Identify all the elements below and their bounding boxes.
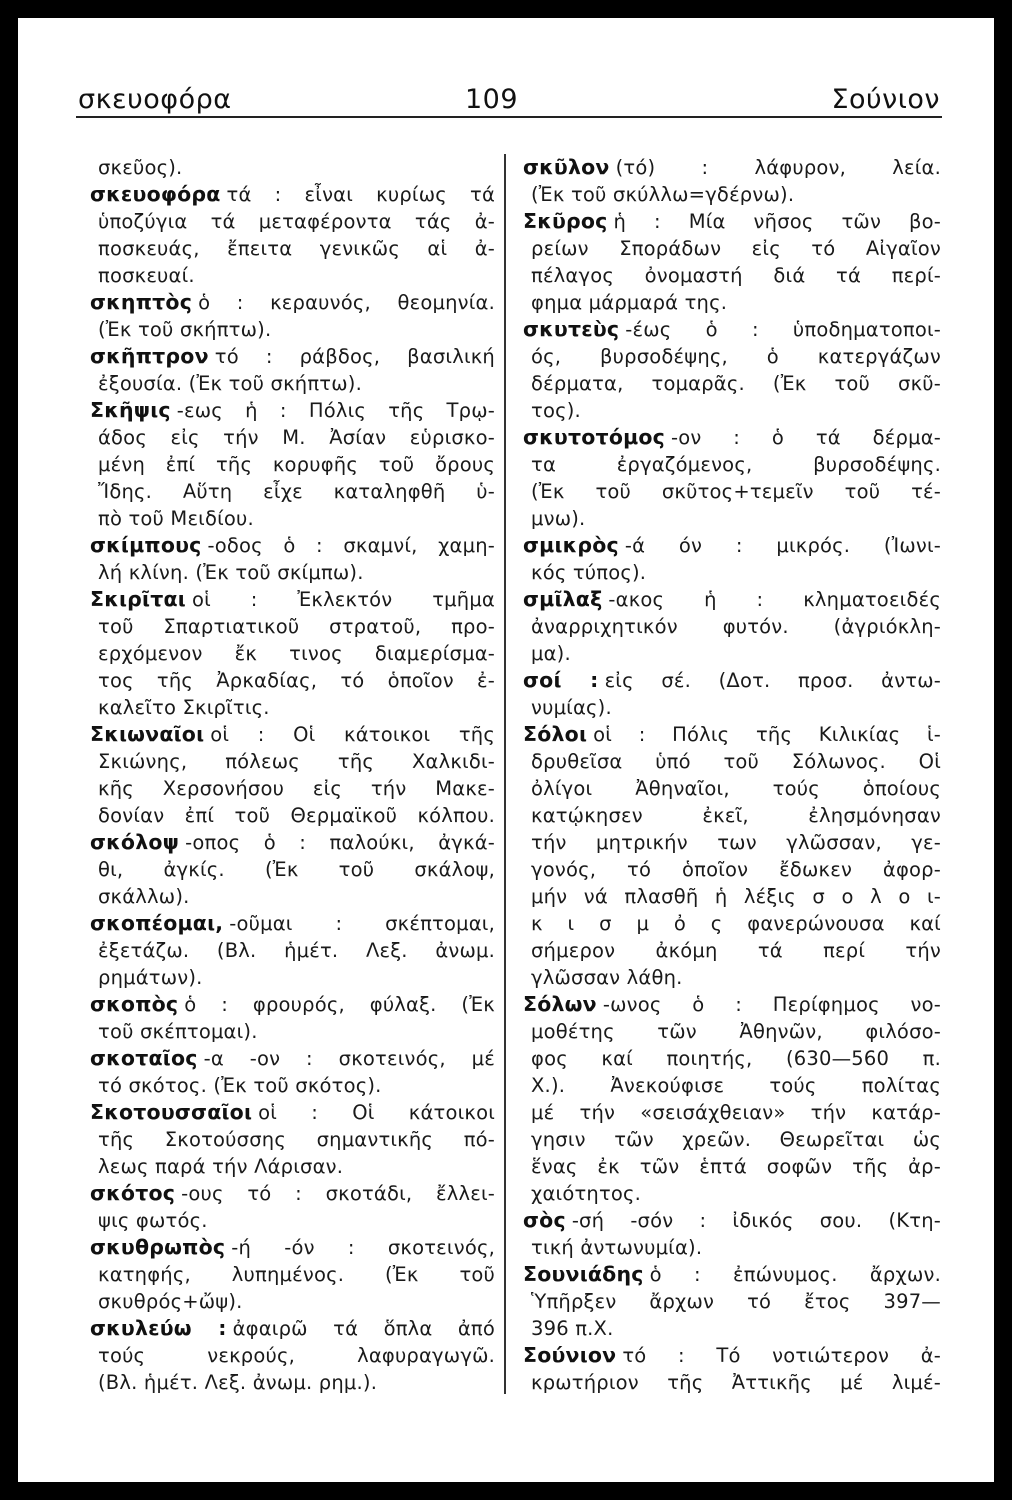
text-line — [90, 370, 495, 397]
definition-text: -ους τό : σκοτάδι, ἔλλει- — [181, 1182, 495, 1205]
definition-text: μήν νά πλασθῆ ἡ λέξις σ ο λ ο ι- — [531, 885, 941, 908]
entry-headword-line — [523, 424, 941, 451]
definition-text: οἱ : Οἱ κάτοικοι τῆς — [210, 723, 495, 746]
definition-text: ἐξετάζω. (Βλ. ἡμέτ. Λεξ. ἀνωμ. — [98, 939, 495, 962]
entry-headword-line — [90, 532, 495, 559]
headword: Σκῆψις — [90, 398, 171, 422]
entry-headword-line — [523, 667, 941, 694]
text-line — [90, 964, 495, 991]
definition-text: χαιότητος. — [531, 1182, 642, 1205]
text-line — [523, 343, 941, 370]
text-line — [523, 883, 941, 910]
definition-text: κός τύπος). — [531, 561, 647, 584]
text-line — [523, 451, 941, 478]
text-line — [90, 856, 495, 883]
headword: σκευοφόρα — [90, 182, 221, 206]
definition-text: γονός, τό ὁποῖον ἔδωκεν ἀφορ- — [531, 858, 941, 881]
entry-headword-line — [90, 1045, 495, 1072]
definition-text: Ὑπῆρξεν ἄρχων τό ἔτος 397— — [531, 1290, 941, 1313]
definition-text: -εως ἡ : Πόλις τῆς Τρῳ- — [176, 399, 495, 422]
entry-headword-line — [90, 829, 495, 856]
headword: Σκιωναῖοι — [90, 722, 205, 746]
text-line — [90, 451, 495, 478]
text-line — [523, 1018, 941, 1045]
entry-headword-line — [523, 208, 941, 235]
definition-text: (Ἐκ τοῦ σκύλλω=γδέρνω). — [531, 183, 795, 206]
text-line — [523, 478, 941, 505]
headword: σκίμπους — [90, 533, 202, 557]
text-line — [523, 1234, 941, 1261]
definition-text: ἀναρριχητικόν φυτόν. (ἀγριόκλη- — [531, 615, 941, 638]
definition-text: ἕνας ἐκ τῶν ἑπτά σοφῶν τῆς ἀρ- — [531, 1155, 941, 1178]
definition-text: δονίαν ἐπί τοῦ Θερμαϊκοῦ κόλπου. — [98, 804, 495, 827]
entry-headword-line — [523, 532, 941, 559]
definition-text: ψις φωτός. — [98, 1209, 208, 1232]
entry-headword-line — [90, 397, 495, 424]
definition-text: φος καί ποιητής, (630—560 π. — [531, 1047, 941, 1070]
headword: σκῦλον — [523, 155, 610, 179]
headword: σκυτοτόμος — [523, 425, 666, 449]
entry-headword-line — [523, 154, 941, 181]
headword: σμῖλαξ — [523, 587, 603, 611]
headword: σὸς — [523, 1208, 566, 1232]
entry-headword-line — [523, 1342, 941, 1369]
text-line — [523, 289, 941, 316]
page-number: 109 — [465, 84, 519, 115]
text-line — [523, 829, 941, 856]
text-line — [90, 1018, 495, 1045]
text-line — [523, 1369, 941, 1396]
entry-headword-line — [523, 1207, 941, 1234]
definition-text: τό σκότος. (Ἐκ τοῦ σκότος). — [98, 1074, 382, 1097]
definition-text: σκυθρός+ὤψ). — [98, 1290, 243, 1313]
text-line — [523, 1045, 941, 1072]
text-line — [523, 802, 941, 829]
definition-text: οἱ : Πόλις τῆς Κιλικίας ἱ- — [593, 723, 941, 746]
headword: Σόλοι — [523, 722, 588, 746]
text-line — [90, 613, 495, 640]
definition-text: σκάλλω). — [98, 885, 190, 908]
text-line — [523, 856, 941, 883]
definition-text: ἀφαιρῶ τά ὅπλα ἀπό — [232, 1317, 495, 1340]
right-column — [523, 154, 941, 1396]
definition-text: ρημάτων). — [98, 966, 203, 989]
text-line — [523, 559, 941, 586]
headword: σκυτεὺς — [523, 317, 620, 341]
definition-text: άδος εἰς τήν Μ. Ἀσίαν εὑρισκο- — [98, 426, 495, 449]
text-line — [523, 694, 941, 721]
text-line — [90, 1126, 495, 1153]
definition-text: τῆς Σκοτούσσης σημαντικῆς πό- — [98, 1128, 495, 1151]
text-line — [523, 235, 941, 262]
definition-text: πὸ τοῦ Μειδίου. — [98, 507, 254, 530]
headword: σκηπτὸς — [90, 290, 193, 314]
text-line — [90, 262, 495, 289]
definition-text: ρείων Σποράδων εἰς τό Αἰγαῖον — [531, 237, 941, 260]
text-line — [523, 1180, 941, 1207]
text-line — [523, 397, 941, 424]
definition-text: κατῴκησεν ἐκεῖ, ἐλησμόνησαν — [531, 804, 941, 827]
definition-text: τά : εἶναι κυρίως τά — [226, 183, 495, 206]
headword: Σόλων — [523, 992, 597, 1016]
entry-headword-line — [90, 1099, 495, 1126]
text-line — [523, 181, 941, 208]
definition-text: μα). — [531, 642, 571, 665]
definition-text: -α -ον : σκοτεινός, μέ — [203, 1047, 495, 1070]
entry-headword-line — [523, 316, 941, 343]
definition-text: (τό) : λάφυρον, λεία. — [615, 156, 941, 179]
headword: Σουνιάδης — [523, 1262, 644, 1286]
text-line — [90, 883, 495, 910]
definition-text: μένη ἐπί τῆς κορυφῆς τοῦ ὄρους — [98, 453, 495, 476]
text-line — [523, 1099, 941, 1126]
definition-text: τος τῆς Ἀρκαδίας, τό ὁποῖον ἐ- — [98, 669, 495, 692]
entry-headword-line — [90, 289, 495, 316]
entry-headword-line — [90, 1315, 495, 1342]
headword: Σκοτουσσαῖοι — [90, 1100, 253, 1124]
headword: Σκιρῖται — [90, 587, 186, 611]
definition-text: ποσκευάς, ἔπειτα γενικῶς αἱ ἀ- — [98, 237, 495, 260]
definition-text: δέρματα, τομαρᾶς. (Ἐκ τοῦ σκῦ- — [531, 372, 941, 395]
text-line — [523, 262, 941, 289]
definition-text: γησιν τῶν χρεῶν. Θεωρεῖται ὡς — [531, 1128, 941, 1151]
entry-headword-line — [523, 586, 941, 613]
text-line — [90, 316, 495, 343]
text-line — [90, 1342, 495, 1369]
headword: Σκῦρος — [523, 209, 608, 233]
entry-headword-line — [523, 991, 941, 1018]
definition-text: τοῦ Σπαρτιατικοῦ στρατοῦ, προ- — [98, 615, 495, 638]
definition-text: (Ἐκ τοῦ σκήπτω). — [98, 318, 272, 341]
definition-text: (Ἐκ τοῦ σκῦτος+τεμεῖν τοῦ τέ- — [531, 480, 941, 503]
text-line — [523, 1126, 941, 1153]
text-line — [90, 748, 495, 775]
header-first-entry: σκευοφόρα — [78, 84, 232, 115]
text-line — [90, 505, 495, 532]
definition-text: ερχόμενον ἔκ τινος διαμερίσμα- — [98, 642, 495, 665]
definition-text: -έως ὁ : ὑποδηματοποι- — [625, 318, 941, 341]
definition-text: -ωνος ὁ : Περίφημος νο- — [602, 993, 941, 1016]
headword: σμικρὸς — [523, 533, 619, 557]
definition-text: -ακος ἡ : κληματοειδές — [608, 588, 941, 611]
text-line — [523, 775, 941, 802]
text-line — [523, 505, 941, 532]
definition-text: (Βλ. ἡμέτ. Λεξ. ἀνωμ. ρημ.). — [98, 1371, 378, 1394]
text-line — [523, 910, 941, 937]
text-line — [90, 1207, 495, 1234]
text-line — [523, 613, 941, 640]
definition-text: τό : Τό νοτιώτερον ἀ- — [622, 1344, 941, 1367]
definition-text: εἰς σέ. (Δοτ. προσ. ἀντω- — [604, 669, 941, 692]
definition-text: τική ἀντωνυμία). — [531, 1236, 703, 1259]
definition-text: καλεῖτο Σκιρῖτις. — [98, 696, 270, 719]
text-line — [523, 640, 941, 667]
headword: σοί : — [523, 668, 599, 692]
text-line — [90, 235, 495, 262]
text-line — [90, 775, 495, 802]
text-line — [90, 478, 495, 505]
text-line — [90, 208, 495, 235]
definition-text: Σκιώνης, πόλεως τῆς Χαλκιδι- — [98, 750, 495, 773]
header-last-entry: Σούνιον — [831, 84, 940, 115]
entry-headword-line — [90, 721, 495, 748]
text-line — [523, 748, 941, 775]
definition-text: -οῦμαι : σκέπτομαι, — [229, 912, 495, 935]
dictionary-page — [18, 18, 994, 1482]
definition-text: ὁ : ἐπώνυμος. ἄρχων. — [649, 1263, 941, 1286]
text-line — [523, 964, 941, 991]
definition-text: ἡ : Μία νῆσος τῶν βο- — [613, 210, 941, 233]
definition-text: 396 π.Χ. — [531, 1317, 614, 1340]
definition-text: Χ.). Ἀνεκούφισε τούς πολίτας — [531, 1074, 941, 1097]
text-line — [90, 640, 495, 667]
text-line — [90, 1153, 495, 1180]
headword: σκόλοψ — [90, 830, 180, 854]
text-line — [90, 1369, 495, 1396]
text-line — [90, 1288, 495, 1315]
definition-text: τα ἐργαζόμενος, βυρσοδέψης. — [531, 453, 941, 476]
text-line — [523, 1315, 941, 1342]
text-line — [90, 559, 495, 586]
definition-text: -ά όν : μικρός. (Ἰωνι- — [624, 534, 941, 557]
definition-text: -ον : ὁ τά δέρμα- — [671, 426, 941, 449]
definition-text: πέλαγος ὀνομαστή διά τά περί- — [531, 264, 941, 287]
definition-text: -οπος ὁ : παλούκι, ἀγκά- — [185, 831, 495, 854]
headword: σκυλεύω : — [90, 1316, 227, 1340]
definition-text: -ή -όν : σκοτεινός, — [231, 1236, 495, 1259]
definition-text: λεως παρά τήν Λάρισαν. — [98, 1155, 344, 1178]
text-line — [523, 1288, 941, 1315]
headword: σκυθρωπὸς — [90, 1235, 226, 1259]
text-line — [90, 802, 495, 829]
definition-text: γλῶσσαν λάθη. — [531, 966, 683, 989]
entry-headword-line — [90, 910, 495, 937]
definition-text: δρυθεῖσα ὑπό τοῦ Σόλωνος. Οἱ — [531, 750, 941, 773]
definition-text: ὁ : κεραυνός, θεομηνία. — [198, 291, 495, 314]
definition-text: οἱ : Οἱ κάτοικοι — [258, 1101, 495, 1124]
text-line — [90, 1072, 495, 1099]
definition-text: κρωτήριον τῆς Ἀττικῆς μέ λιμέ- — [531, 1371, 941, 1394]
definition-text: μνω). — [531, 507, 586, 530]
definition-text: κ ι σ μ ὀ ς φανερώνουσα καί — [531, 912, 941, 935]
text-line — [523, 1072, 941, 1099]
entry-headword-line — [90, 586, 495, 613]
definition-text: ός, βυρσοδέψης, ὁ κατεργάζων — [531, 345, 941, 368]
definition-text: οἱ : Ἐκλεκτόν τμῆμα — [191, 588, 495, 611]
definition-text: σήμερον ἀκόμη τά περί τήν — [531, 939, 941, 962]
text-line — [90, 1261, 495, 1288]
definition-text: ποσκευαί. — [98, 264, 195, 287]
left-column — [90, 154, 495, 1396]
definition-text: ὑποζύγια τά μεταφέροντα τάς ἀ- — [98, 210, 495, 233]
entry-headword-line — [90, 1180, 495, 1207]
headword: σκοπέομαι, — [90, 911, 224, 935]
definition-text: κῆς Χερσονήσου εἰς τήν Μακε- — [98, 777, 495, 800]
entry-headword-line — [90, 1234, 495, 1261]
text-line — [90, 424, 495, 451]
definition-text: θι, ἀγκίς. (Ἐκ τοῦ σκάλοψ, — [98, 858, 495, 881]
text-line — [90, 667, 495, 694]
text-line — [90, 154, 495, 181]
headword: σκῆπτρον — [90, 344, 209, 368]
definition-text: τήν μητρικήν των γλῶσσαν, γε- — [531, 831, 941, 854]
entry-headword-line — [90, 343, 495, 370]
header-rule — [76, 116, 942, 118]
headword: σκοταῖος — [90, 1046, 198, 1070]
definition-text: τος). — [531, 399, 581, 422]
entry-headword-line — [90, 181, 495, 208]
definition-text: κατηφής, λυπημένος. (Ἐκ τοῦ — [98, 1263, 495, 1286]
definition-text: ἐξουσία. (Ἐκ τοῦ σκήπτω). — [98, 372, 362, 395]
definition-text: μοθέτης τῶν Ἀθηνῶν, φιλόσο- — [531, 1020, 941, 1043]
headword: σκότος — [90, 1181, 176, 1205]
entry-headword-line — [90, 991, 495, 1018]
definition-text: σκεῦος). — [98, 156, 183, 179]
definition-text: -σή -σόν : ἰδικός σου. (Κτη- — [571, 1209, 941, 1232]
column-divider — [504, 154, 506, 1394]
definition-text: τοῦ σκέπτομαι). — [98, 1020, 258, 1043]
definition-text: λή κλίνη. (Ἐκ τοῦ σκίμπω). — [98, 561, 364, 584]
definition-text: ὁ : φρουρός, φύλαξ. (Ἐκ — [184, 993, 495, 1016]
text-line — [523, 937, 941, 964]
text-line — [90, 937, 495, 964]
definition-text: μέ τήν «σεισάχθειαν» τήν κατάρ- — [531, 1101, 941, 1124]
headword: σκοπὸς — [90, 992, 179, 1016]
definition-text: νυμίας). — [531, 696, 612, 719]
text-line — [90, 694, 495, 721]
entry-headword-line — [523, 1261, 941, 1288]
definition-text: Ἴδης. Αὕτη εἶχε καταληφθῆ ὑ- — [98, 480, 495, 503]
definition-text: τό : ράβδος, βασιλική — [214, 345, 495, 368]
text-line — [523, 1153, 941, 1180]
text-line — [523, 370, 941, 397]
definition-text: ὀλίγοι Ἀθηναῖοι, τούς ὁποίους — [531, 777, 941, 800]
definition-text: -οδος ὁ : σκαμνί, χαμη- — [207, 534, 495, 557]
definition-text: φημα μάρμαρά της. — [531, 291, 728, 314]
headword: Σούνιον — [523, 1343, 617, 1367]
definition-text: τούς νεκρούς, λαφυραγωγῶ. — [98, 1344, 495, 1367]
entry-headword-line — [523, 721, 941, 748]
